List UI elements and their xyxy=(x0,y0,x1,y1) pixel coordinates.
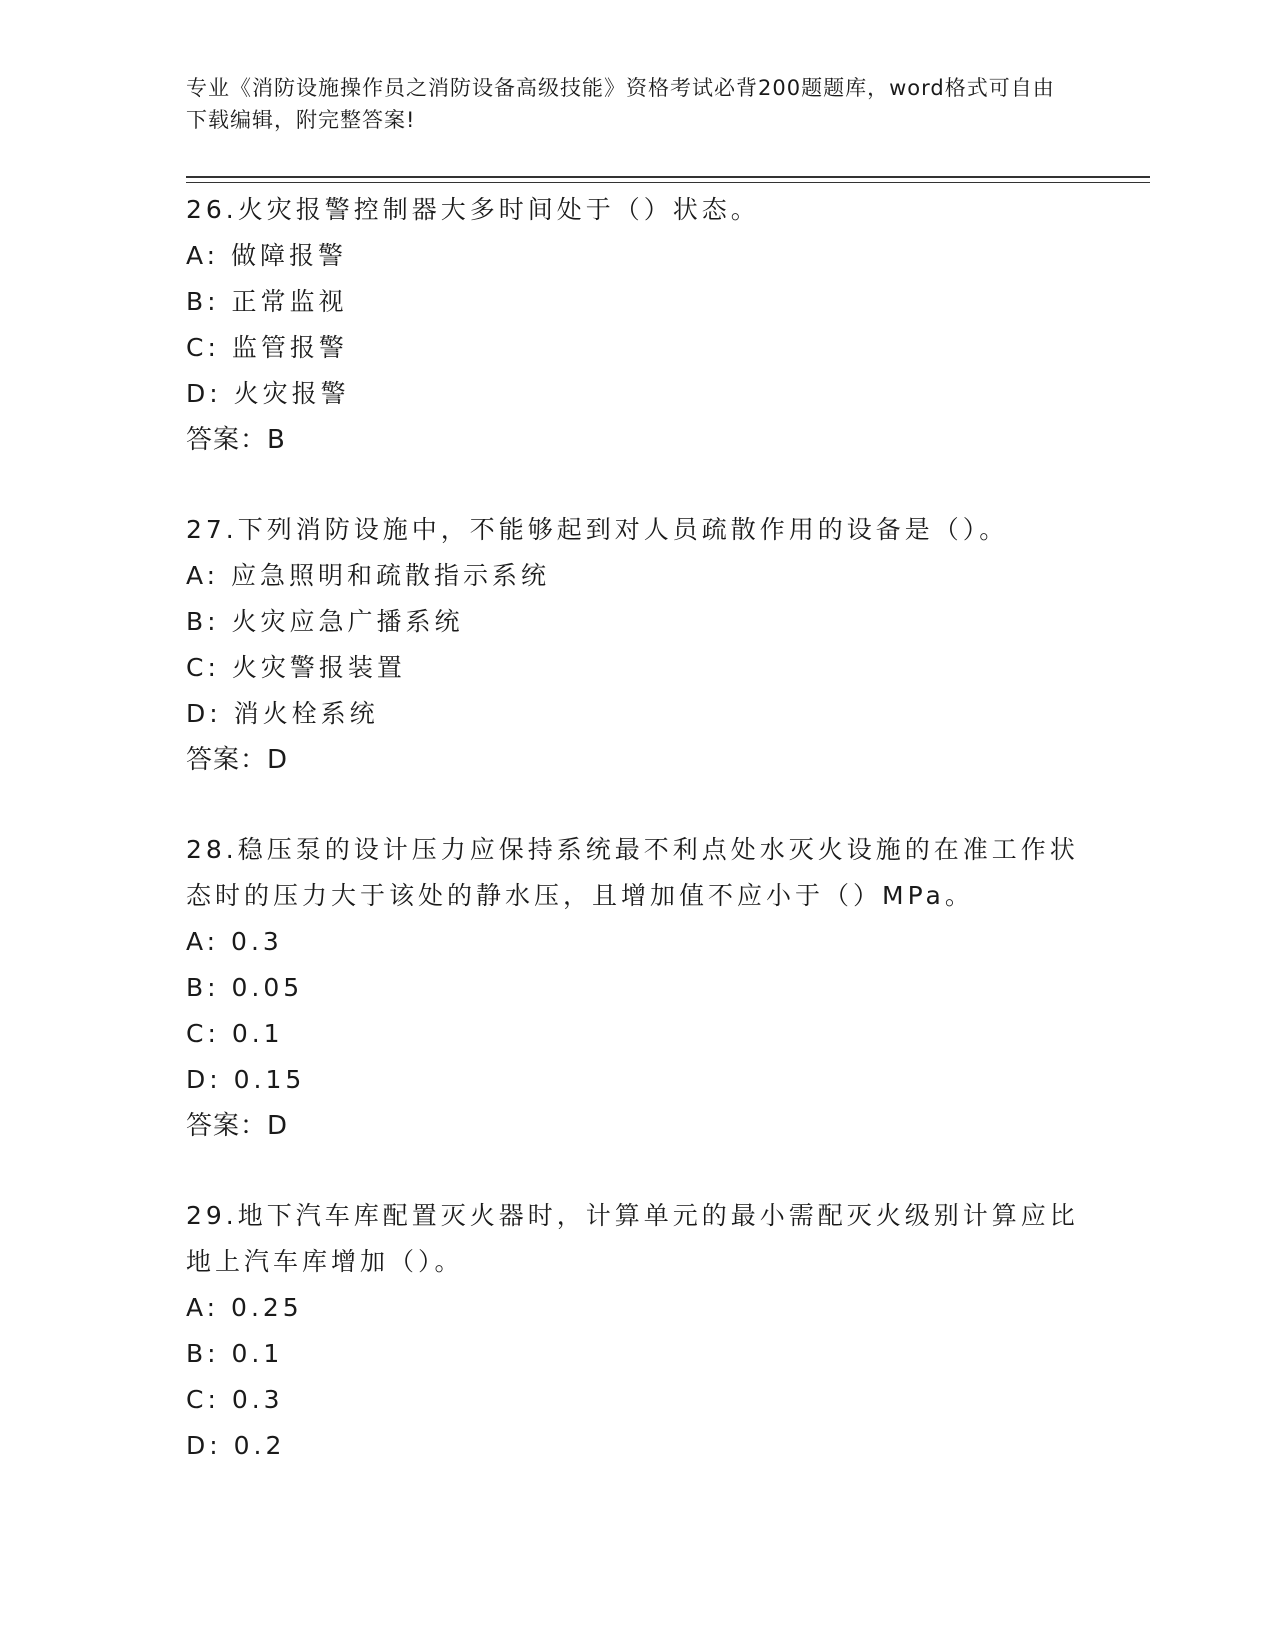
option-b: B: 火灾应急广播系统 xyxy=(186,607,464,636)
answer: 答案：D xyxy=(186,745,289,775)
option-c: C: 0.1 xyxy=(186,1019,284,1048)
header-divider-thick xyxy=(186,176,1150,178)
answer: 答案：B xyxy=(186,425,286,455)
option-c: C: 监管报警 xyxy=(186,333,348,362)
option-d: D: 0.2 xyxy=(186,1431,286,1460)
option-b: B: 0.05 xyxy=(186,973,304,1002)
question-text: 27.下列消防设施中，不能够起到对人员疏散作用的设备是（）。 xyxy=(186,515,1009,544)
option-c: C: 0.3 xyxy=(186,1385,284,1414)
question-27 xyxy=(186,507,1086,783)
option-a: A: 做障报警 xyxy=(186,241,348,270)
option-a: A: 0.25 xyxy=(186,1293,303,1322)
question-29 xyxy=(186,1193,1086,1469)
option-b: B: 正常监视 xyxy=(186,287,348,316)
question-text: 26.火灾报警控制器大多时间处于（）状态。 xyxy=(186,195,760,224)
question-text: 29.地下汽车库配置灭火器时，计算单元的最小需配灭火级别计算应比地上汽车库增加（）。 xyxy=(186,1201,1079,1276)
option-b: B: 0.1 xyxy=(186,1339,284,1368)
option-d: D: 0.15 xyxy=(186,1065,306,1094)
question-text: 28.稳压泵的设计压力应保持系统最不利点处水灭火设施的在准工作状态时的压力大于该处的静水压，且增加值不应小于（）MPa。 xyxy=(186,835,1079,910)
header-divider-thin xyxy=(186,182,1150,183)
option-a: A: 0.3 xyxy=(186,927,283,956)
option-d: D: 火灾报警 xyxy=(186,379,350,408)
question-28 xyxy=(186,827,1086,1149)
question-26 xyxy=(186,187,1086,463)
document-header: 专业《消防设施操作员之消防设备高级技能》资格考试必背200题题库，word格式可自由下载编辑，附完整答案! xyxy=(186,76,1055,132)
option-c: C: 火灾警报装置 xyxy=(186,653,406,682)
answer: 答案：D xyxy=(186,1111,289,1141)
option-d: D: 消火栓系统 xyxy=(186,699,379,728)
option-a: A: 应急照明和疏散指示系统 xyxy=(186,561,551,590)
question-list xyxy=(186,187,1086,1513)
